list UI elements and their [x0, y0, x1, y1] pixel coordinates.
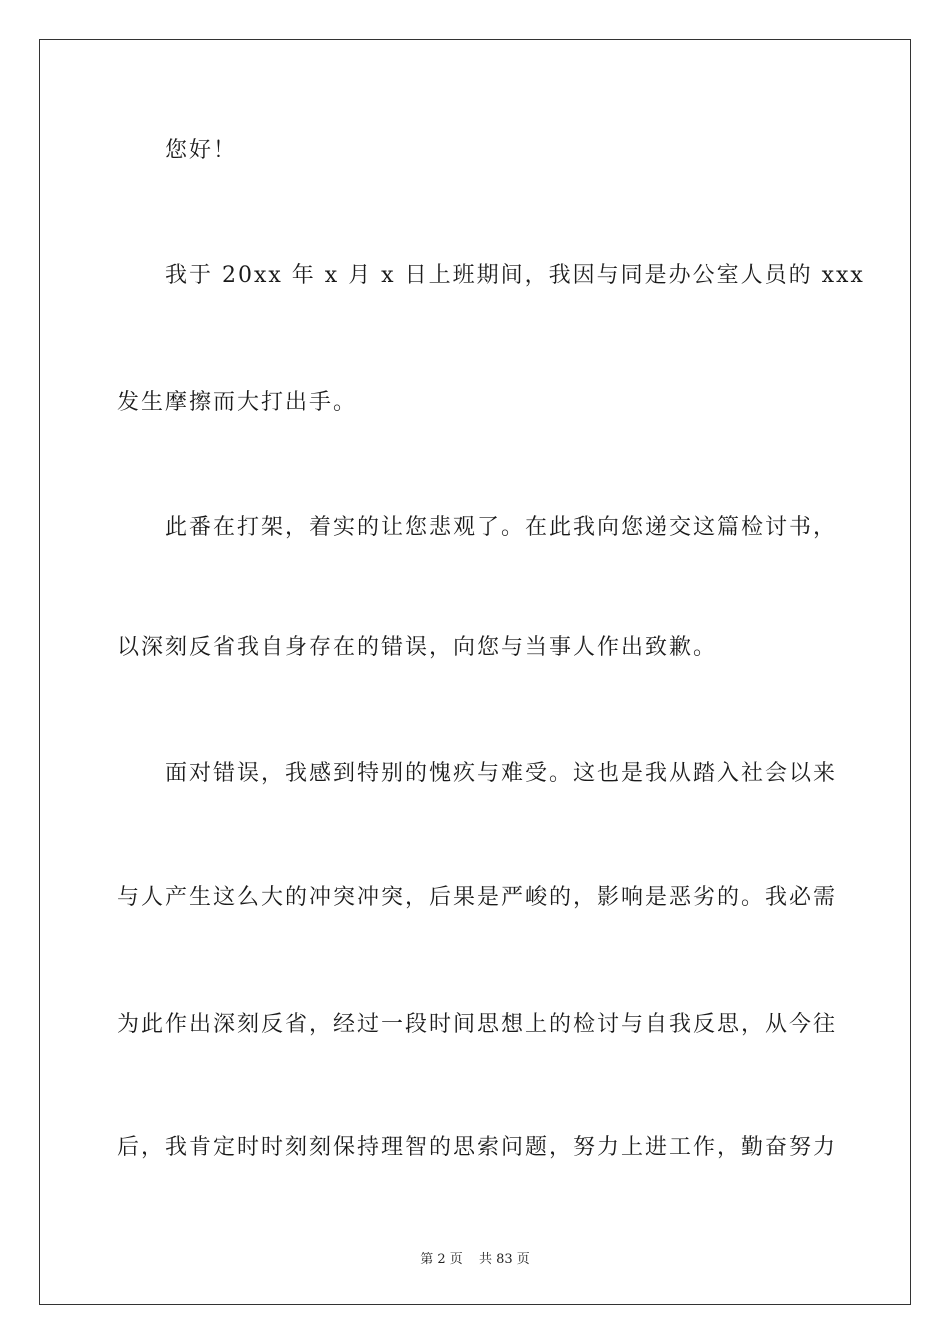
page-footer: [0, 1248, 950, 1267]
salutation: 您好！: [165, 138, 238, 163]
paragraph-line: 此番在打架，着实的让您悲观了。在此我向您递交这篇检讨书，: [165, 515, 838, 540]
page-number: 第 2 页: [420, 1252, 463, 1267]
paragraph-line: 以深刻反省我自身存在的错误，向您与当事人作出致歉。: [117, 635, 718, 660]
page-total: 共 83 页: [478, 1252, 530, 1267]
page-frame: [39, 39, 911, 1305]
paragraph-line: 与人产生这么大的冲突冲突，后果是严峻的，影响是恶劣的。我必需: [117, 885, 838, 910]
paragraph-line: 面对错误，我感到特别的愧疚与难受。这也是我从踏入社会以来: [165, 761, 838, 786]
paragraph-line: 后，我肯定时时刻刻保持理智的思索问题，努力上进工作，勤奋努力: [117, 1135, 838, 1160]
paragraph-line: 为此作出深刻反省，经过一段时间思想上的检讨与自我反思，从今往: [117, 1012, 838, 1037]
paragraph-line: 发生摩擦而大打出手。: [117, 390, 358, 415]
paragraph-line: 我于 20xx 年 x 月 x 日上班期间，我因与同是办公室人员的 xxx: [165, 263, 865, 288]
